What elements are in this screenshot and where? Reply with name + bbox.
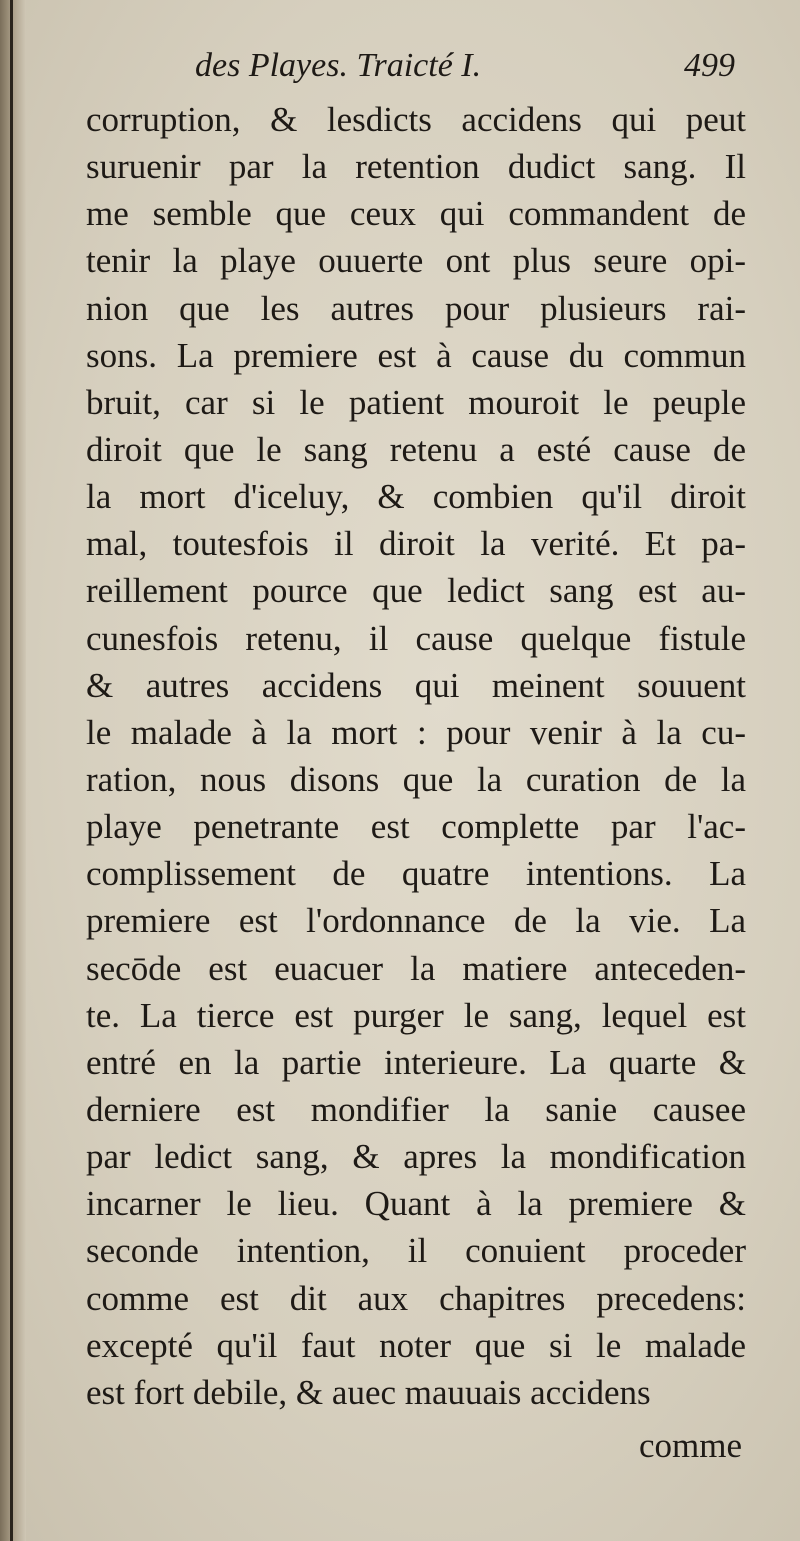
text-line: seconde intention, il conuient proceder — [86, 1231, 746, 1271]
text-line: nion que les autres pour plusieurs rai- — [86, 288, 746, 328]
catchword: comme — [638, 1426, 742, 1465]
page-gutter — [0, 0, 26, 1541]
text-line: ration, nous disons que la curation de la — [86, 759, 746, 799]
text-line: derniere est mondifier la sanie causee — [86, 1089, 746, 1129]
text-line: la mort d'iceluy, & combien qu'il diroit — [86, 477, 746, 517]
text-line: par ledict sang, & apres la mondification — [86, 1137, 746, 1177]
text-line: le malade à la mort : pour venir à la cu- — [86, 712, 746, 752]
text-line: secōde est euacuer la matiere anteceden- — [86, 948, 746, 988]
text-line: cunesfois retenu, il cause quelque fistule — [86, 618, 746, 658]
text-line: tenir la playe ouuerte ont plus seure opi- — [86, 241, 746, 281]
text-line: diroit que le sang retenu a esté cause de — [86, 429, 746, 469]
text-line: reillement pource que ledict sang est au- — [86, 571, 746, 611]
text-line: mal, toutesfois il diroit la verité. Et pa- — [86, 524, 746, 564]
text-line: premiere est l'ordonnance de la vie. La — [86, 901, 746, 941]
text-line: playe penetrante est complette par l'ac- — [86, 807, 746, 847]
running-head — [195, 42, 735, 90]
text-line: me semble que ceux qui commandent de — [86, 194, 746, 234]
text-line: te. La tierce est purger le sang, lequel est — [86, 995, 746, 1035]
text-line: est fort debile, & auec mauuais accidens — [86, 1372, 651, 1412]
text-line: & autres accidens qui meinent souuent — [86, 665, 746, 705]
text-line: corruption, & lesdicts accidens qui peut — [86, 100, 746, 139]
text-line: excepté qu'il faut noter que si le malade — [86, 1325, 746, 1365]
text-line: sons. La premiere est à cause du commun — [86, 335, 746, 375]
text-line: comme est dit aux chapitres precedens: — [86, 1278, 746, 1318]
body-text — [86, 96, 746, 1416]
text-line: entré en la partie interieure. La quarte & — [86, 1042, 746, 1082]
page-number: 499 — [684, 47, 735, 84]
text-line: suruenir par la retention dudict sang. Il — [86, 147, 746, 187]
gutter-edge-line — [10, 0, 13, 1541]
text-line: complissement de quatre intentions. La — [86, 854, 746, 894]
text-line: bruit, car si le patient mouroit le peuple — [86, 382, 746, 422]
text-line: incarner le lieu. Quant à la premiere & — [86, 1184, 746, 1224]
running-head-title: des Playes. Traicté I. — [195, 47, 482, 84]
